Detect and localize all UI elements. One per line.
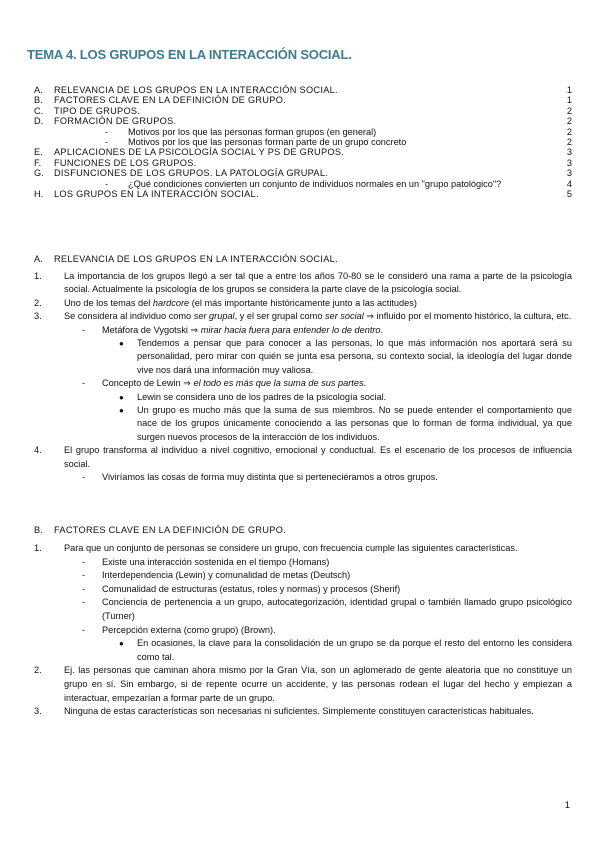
toc-entry[interactable] (34, 168, 572, 178)
dash-marker: - (82, 624, 86, 635)
toc-entry[interactable] (34, 85, 572, 95)
toc-entry[interactable] (34, 147, 572, 157)
toc-entry-text: Motivos por los que las personas forman parte de un grupo concreto (128, 136, 407, 147)
section-b-item-1: 1. Para que un conjunto de personas se considere un grupo, con frecuencia cumple las siguientes características. (34, 543, 518, 553)
toc-entry-label: H. (34, 188, 44, 199)
section-b-item-1-subs (34, 556, 572, 638)
section-a-item-2: 2. Uno de los temas del hardcore (el más importante históricamente junto a las actitudes) (34, 297, 417, 308)
bullet-icon: ● (119, 639, 124, 649)
toc-entry-page: 5 (566, 188, 572, 199)
toc-entry-page: 2 (566, 126, 572, 137)
characteristic-item: - Percepción externa (como grupo) (Brown). (34, 624, 572, 638)
toc-entry-text: RELEVANCIA DE LOS GRUPOS EN LA INTERACCIÓN SOCIAL. (54, 85, 338, 95)
toc-entry[interactable] (34, 116, 572, 126)
toc-entry-page: 3 (566, 168, 572, 179)
dash-marker: - (82, 472, 86, 483)
toc-entry-label: F. (34, 157, 42, 168)
page-title: TEMA 4. LOS GRUPOS EN LA INTERACCIÓN SOCIAL. (27, 47, 352, 62)
toc-entry-page: 2 (566, 136, 572, 147)
section-b-bullet: ● En ocasiones, la clave para la consolidación de un grupo se da porque el resto del entorno les considera como tal. (119, 638, 572, 662)
section-b-body (34, 542, 572, 719)
section-b-item-3: 3. Ninguna de estas características son necesarias ni suficientes. Simplemente constituyen características habituales. (34, 706, 534, 717)
dash-marker: - (82, 570, 86, 581)
dash-marker: - (82, 378, 86, 389)
lewin-bullet-2: ● Un grupo es mucho más que la suma de sus miembros. No se puede entender el comportamiento que nace de los grupos únicamente conociendo a las personas que lo forman de forma individual, ya que surgen nuevos procesos de la interacción de los individuos. (119, 405, 572, 442)
lewin-concept: - Concepto de Lewin ⇒ el todo es más que la suma de sus partes. (34, 377, 572, 390)
toc-entry-text: LOS GRUPOS EN LA INTERACCIÓN SOCIAL. (54, 188, 259, 199)
toc-entry[interactable] (34, 106, 572, 116)
characteristic-item: - Existe una interacción sostenida en el tiempo (Homans) (34, 556, 572, 570)
toc-entry-label: E. (34, 147, 43, 158)
section-a-label: A. (34, 254, 44, 264)
toc-entry-label: - (105, 136, 109, 147)
toc-entry[interactable] (34, 179, 572, 189)
toc-entry-page: 4 (566, 178, 572, 189)
toc-entry-label: G. (34, 168, 44, 179)
section-b-item-2: 2. Ej. las personas que caminan ahora mismo por la Gran Vía, son un aglomerado de gente aleatoria que no constituye un grupo en sí. Sin embargo, si de repente ocurre un accidente, y las personas rodean el lugar del hecho y empiezan a interactuar, empezarían a formar parte de un grupo. (34, 665, 572, 703)
toc-entry[interactable] (34, 189, 572, 199)
lewin-bullet-1: ● Lewin se considera uno de los padres de la psicología social. (34, 391, 572, 404)
toc-entry[interactable] (34, 95, 572, 105)
characteristic-item: - Comunalidad de estructuras (estatus, roles y normas) y procesos (Sherif) (34, 583, 572, 597)
toc-entry-text: Motivos por los que las personas forman grupos (en general) (128, 126, 377, 137)
toc-entry-text: TIPO DE GRUPOS. (54, 105, 141, 116)
dash-marker: - (82, 556, 86, 567)
toc-entry-page: 3 (566, 147, 572, 158)
toc-entry-label: A. (34, 85, 43, 95)
toc-entry-page: 1 (566, 95, 572, 106)
toc-entry[interactable] (34, 127, 572, 137)
toc-entry-text: APLICACIONES DE LA PSICOLOGÍA SOCIAL Y PS DE GRUPOS. (54, 147, 345, 158)
page-number: 1 (564, 800, 570, 811)
vygotski-bullet: ● Tendemos a pensar que para conocer a las personas, lo que más información nos aportará será su personalidad, pero mirar con quién se junta esa persona, su contexto social, la ideología del lugar donde vive nos dará una información muy valiosa. (119, 338, 572, 375)
toc-entry-page: 2 (566, 116, 572, 127)
toc-entry-label: D. (34, 116, 44, 127)
toc-entry-label: B. (34, 95, 43, 106)
characteristic-item: - Interdependencia (Lewin) y comunalidad de metas (Deutsch) (34, 569, 572, 583)
toc-entry-text: FACTORES CLAVE EN LA DEFINICIÓN DE GRUPO. (54, 95, 286, 106)
section-a-item-4-sub: - Viviríamos las cosas de forma muy distinta que si perteneciéramos a otros grupos. (34, 471, 572, 484)
characteristic-item: - Conciencia de pertenencia a un grupo, autocategorización, identidad grupal o también llamado grupo psicológico (Turner) (82, 597, 572, 621)
section-a-body (34, 270, 572, 485)
toc-entry-page: 2 (566, 105, 572, 116)
section-a-heading (34, 254, 338, 264)
section-a-item-3: 3. Se considera al individuo como ser grupal, y el ser grupal como ser social ⇒ influido por el momento histórico, la cultura, etc. (34, 311, 572, 322)
toc-entry-page: 1 (566, 85, 572, 95)
toc-entry-text: FORMACIÓN DE GRUPOS. (54, 116, 177, 127)
toc-entry-page: 3 (566, 157, 572, 168)
section-b-heading (34, 525, 286, 535)
bullet-icon: ● (119, 339, 124, 349)
toc-entry-label: C. (34, 105, 44, 116)
bullet-icon: ● (119, 392, 124, 402)
section-a-item-1: 1. La importancia de los grupos llegó a ser tal que a entre los años 70-80 se le consideró una rama a parte de la psicología social. Actualmente la psicología de los grupos se considera la parte clave de la psicología social. (34, 271, 572, 295)
dash-marker: - (82, 324, 86, 335)
toc-entry-label: - (105, 126, 109, 137)
dash-marker: - (82, 583, 86, 594)
section-a-title: RELEVANCIA DE LOS GRUPOS EN LA INTERACCIÓN SOCIAL. (54, 254, 338, 264)
toc-entry-text: FUNCIONES DE LOS GRUPOS. (54, 157, 197, 168)
toc-entry[interactable] (34, 158, 572, 168)
bullet-icon: ● (119, 406, 124, 416)
section-b-title: FACTORES CLAVE EN LA DEFINICIÓN DE GRUPO. (54, 525, 286, 535)
toc-entry-text: DISFUNCIONES DE LOS GRUPOS. LA PATOLOGÍA GRUPAL. (54, 168, 329, 179)
toc-entry[interactable] (34, 137, 572, 147)
toc-entry-label: - (105, 178, 109, 189)
dash-marker: - (82, 597, 86, 608)
section-a-item-4: 4. El grupo transforma al individuo a nivel cognitivo, emocional y conductual. Es el escenario de los procesos de influencia social. (34, 445, 572, 469)
section-b-label: B. (34, 525, 44, 535)
toc-entry-text: ¿Qué condiciones convierten un conjunto de individuos normales en un "grupo patológico"? (128, 178, 502, 189)
table-of-contents (34, 85, 572, 199)
vygotski-metaphor: - Metáfora de Vygotski ⇒ mirar hacia fuera para entender lo de dentro. (34, 324, 572, 337)
